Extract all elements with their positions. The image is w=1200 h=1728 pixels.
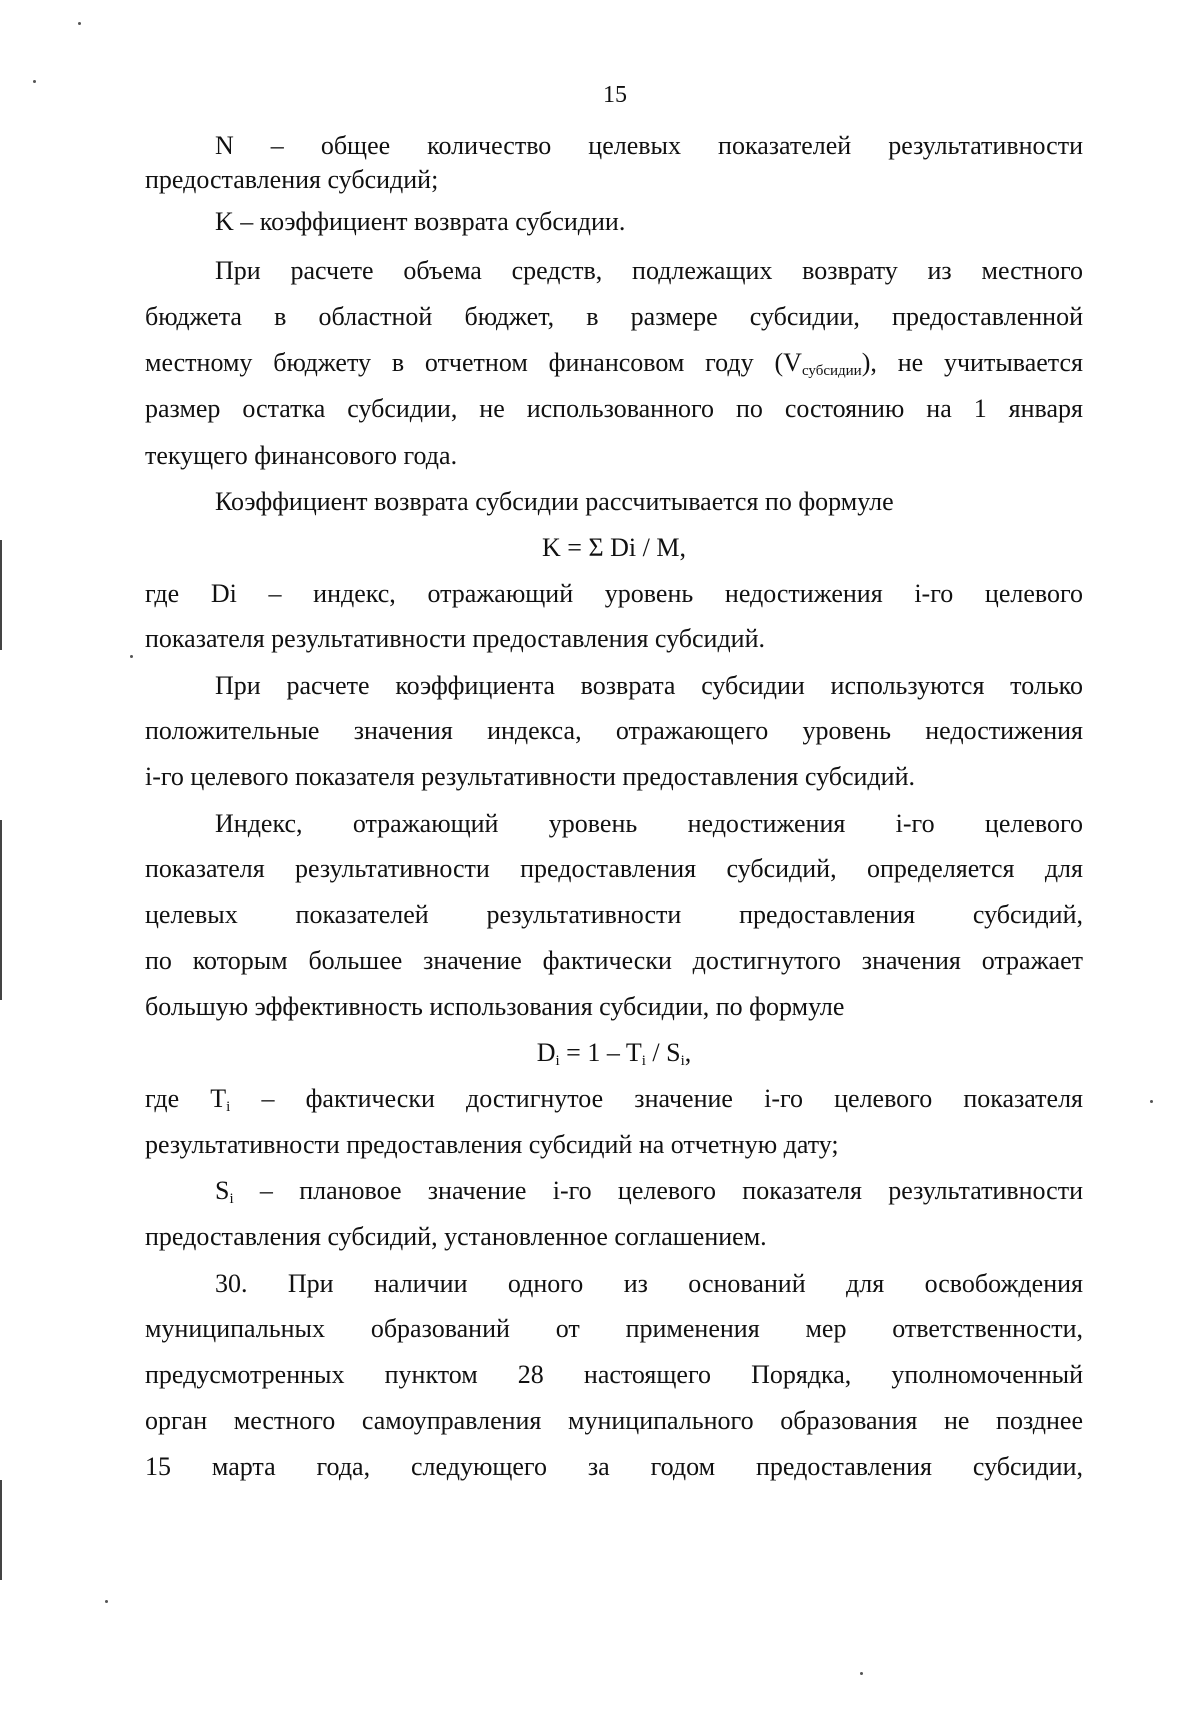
- text-line: Индекс, отражающий уровень недостижения i-го целевого: [215, 809, 1083, 838]
- text-line: При расчете коэффициента возврата субсидии используются только: [215, 671, 1083, 700]
- text-line: N – общее количество целевых показателей результативности: [215, 131, 1083, 160]
- text-line: показателя результативности предоставления субсидий, определяется для: [145, 854, 1083, 883]
- text-line-ti: [145, 1083, 1083, 1115]
- text-line: где Di – индекс, отражающий уровень недостижения i-го целевого: [145, 579, 1083, 608]
- scan-edge-mark: [0, 820, 2, 1000]
- text-line: предоставления субсидий, установленное соглашением.: [145, 1222, 767, 1251]
- ti-post: – фактически достигнутое значение i-го целевого показателя: [230, 1084, 1083, 1113]
- scan-speck: [860, 1672, 863, 1675]
- text-line: орган местного самоуправления муниципального образования не позднее: [145, 1406, 1083, 1435]
- formula-d-mid-sub: i: [641, 1053, 646, 1069]
- ti-pre: где T: [145, 1084, 227, 1113]
- text-line: При расчете объема средств, подлежащих возврату из местного: [215, 256, 1083, 285]
- text-line: показателя результативности предоставления субсидий.: [145, 624, 766, 653]
- budget-text-after: ), не учитывается: [861, 348, 1083, 377]
- text-line: Коэффициент возврата субсидии рассчитывается по формуле: [215, 487, 894, 516]
- text-line: предусмотренных пунктом 28 настоящего Порядка, уполномоченный: [145, 1360, 1083, 1389]
- text-line-budget: [145, 347, 1083, 379]
- text-line: i-го целевого показателя результативности предоставления субсидий.: [145, 762, 915, 791]
- formula-d-div: / S: [645, 1038, 681, 1067]
- page-number: 15: [603, 82, 627, 108]
- budget-subscript: субсидии: [801, 363, 862, 379]
- scan-speck: [33, 80, 36, 83]
- formula-d: [145, 1037, 1083, 1069]
- formula-d-end: ,: [684, 1038, 692, 1067]
- text-line: 30. При наличии одного из оснований для освобождения: [215, 1269, 1083, 1298]
- scan-speck: [78, 22, 81, 25]
- text-line: муниципальных образований от применения мер ответственности,: [145, 1314, 1083, 1343]
- text-line: предоставления субсидий;: [145, 165, 439, 194]
- si-pre: S: [215, 1176, 230, 1205]
- scan-edge-mark: [0, 540, 2, 650]
- formula-k: K = Σ Di / M,: [542, 533, 686, 562]
- text-line: размер остатка субсидии, не использованного по состоянию на 1 января: [145, 394, 1083, 423]
- formula-d-mid: = 1 – T: [559, 1038, 642, 1067]
- si-post: – плановое значение i-го целевого показателя результативности: [233, 1176, 1083, 1205]
- formula-d-lhs: D: [536, 1038, 556, 1067]
- budget-text-before: местному бюджету в отчетном финансовом году (V: [145, 348, 802, 377]
- text-line: 15 марта года, следующего за годом предоставления субсидии,: [145, 1452, 1083, 1481]
- ti-sub: i: [226, 1099, 231, 1115]
- text-line: текущего финансового года.: [145, 441, 458, 470]
- scan-speck: [105, 1600, 108, 1603]
- formula-d-lhs-sub: i: [555, 1053, 560, 1069]
- scan-edge-mark: [0, 1480, 2, 1580]
- scan-speck: [1150, 1100, 1153, 1103]
- text-line: целевых показателей результативности предоставления субсидий,: [145, 900, 1083, 929]
- si-sub: i: [229, 1191, 234, 1207]
- text-line: положительные значения индекса, отражающего уровень недостижения: [145, 716, 1083, 745]
- text-line: результативности предоставления субсидий на отчетную дату;: [145, 1130, 839, 1159]
- scan-speck: [130, 655, 133, 658]
- text-line: K – коэффициент возврата субсидии.: [215, 207, 626, 236]
- text-line: большую эффективность использования субсидии, по формуле: [145, 992, 845, 1021]
- text-line-si: [215, 1175, 1083, 1207]
- formula-d-div-sub: i: [680, 1053, 685, 1069]
- text-line: бюджета в областной бюджет, в размере субсидии, предоставленной: [145, 302, 1083, 331]
- text-line: по которым большее значение фактически достигнутого значения отражает: [145, 946, 1083, 975]
